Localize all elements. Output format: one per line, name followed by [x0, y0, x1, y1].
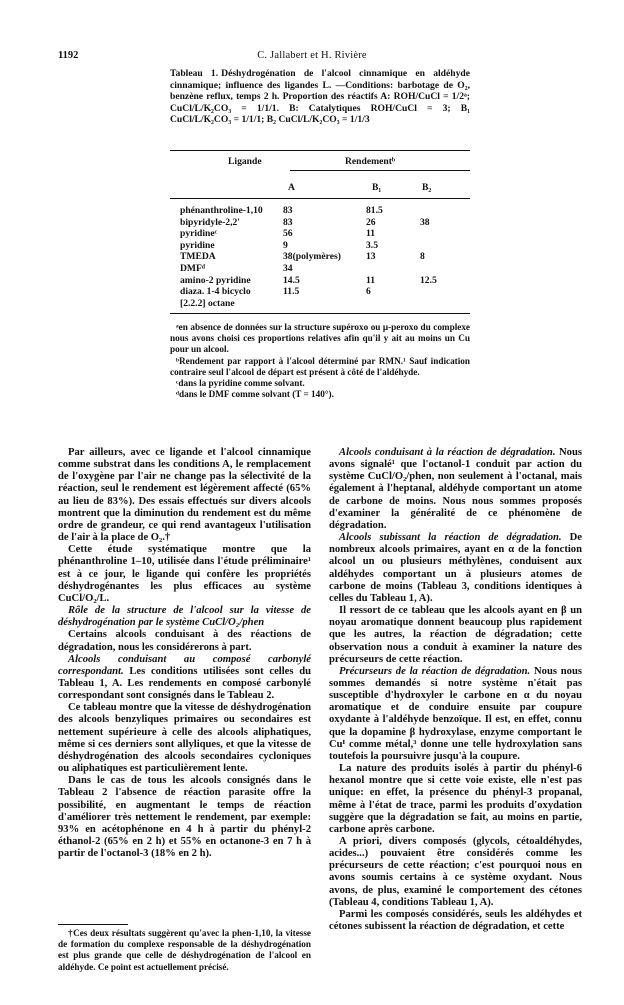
col-a: A	[288, 182, 295, 193]
table-b1-cell: 6	[366, 286, 371, 298]
body-paragraph: A priori, divers composés (glycols, cétoaldéhydes, acides...) pouvaient être considérés comme les précurseurs de cette réaction; c'est pourquoi nous en avons soumis certains à ce système oxydant. Nous avons, de plus, examiné le comportement des cétones (Tableau 4, conditions Tableau 1, A).	[329, 836, 582, 908]
body-paragraph: Il ressort de ce tableau que les alcools ayant en β un noyau aromatique donnent beaucoup plus rapidement que les autres, la réaction de dégradation; cette observation nous a conduit à examiner la nature des précurseurs de cette réaction.	[329, 605, 582, 665]
header-ligand: Ligande	[228, 156, 262, 167]
table-a-cell: 34	[283, 263, 293, 274]
body-paragraph: Certains alcools conduisant à des réactions de dégradation, nous les considérerons à part.	[58, 629, 311, 653]
body-paragraph: Parmi les composés considérés, seuls les aldéhydes et cétones subissent la réaction de dégradation, et cette	[329, 908, 582, 933]
table-ligand-cell: amino-2 pyridine	[180, 274, 251, 286]
table-ligand-cell: [2.2.2] octane	[180, 297, 235, 309]
body-paragraph: La nature des produits isolés à partir du phényl-6 hexanol montre que si cette voie existe, elle n'est pas unique: en effet, la présence du phényl-3 propanal, même à l'état de trace, parmi les produits d'oxydation suggère que la dégradation se fait, au moins en partie, carbone après carbone.	[329, 763, 582, 835]
table-b2-cell: 38	[420, 216, 430, 228]
body-paragraph: Cette étude systématique montre que la phénanthroline 1–10, utilisée dans l'étude préliminaire¹ est à ce jour, le ligande qui confère les propriétés déshydrogénantes les plus efficaces au système CuCl/O₂/L.	[58, 544, 311, 604]
page-number: 1192	[58, 50, 79, 61]
running-head: C. Jallabert et H. Rivière	[257, 50, 367, 61]
table-notes	[170, 322, 470, 400]
body-paragraph: Alcools conduisant au composé carbonylé correspondant. Les conditions utilisées sont celles du Tableau 1, A. Les rendements en composé carbonylé correspondant sont consignés dans le Tableau 2.	[58, 653, 312, 702]
left-column	[58, 447, 311, 860]
table-ligand-cell: DMFᵈ	[180, 263, 205, 274]
table-a-cell: 14.5	[283, 274, 300, 286]
paragraph-heading: Alcools subissant la réaction de dégradation.	[339, 532, 570, 544]
paragraph-heading: Précurseurs de la réaction de dégradation.	[339, 665, 534, 677]
table-b1-cell: 3.5	[366, 239, 378, 251]
paragraph-heading: Alcools conduisant au composé carbonylé correspondant.	[58, 653, 311, 677]
table-ligand-cell: phénanthroline-1,10	[180, 205, 263, 216]
body-paragraph: Précurseurs de la réaction de dégradation. Nous nous sommes demandés si notre système n'était pas susceptible d'hydroxyler le carbone en α du noyau aromatique et de conduire ensuite par coupure oxydante à l'aldéhyde benzoïque. Il est, en effet, connu que la dopamine β hydroxylase, enzyme comportant le Cuᴵ comme métal,³ donne une telle hydroxylation sans toutefois la poursuivre jusqu'à la coupure.	[329, 665, 582, 762]
body-paragraph	[58, 605, 311, 629]
header-yield: Rendementᵇ	[345, 156, 396, 167]
paragraph-heading: Alcools conduisant à la réaction de dégradation.	[339, 447, 560, 458]
table-caption-label: Tableau 1.	[170, 68, 219, 79]
right-column	[329, 447, 582, 933]
table-b1-cell: 11	[366, 228, 376, 240]
table-ligand-cell: bipyridyle-2,2'	[180, 216, 240, 228]
body-paragraph: Par ailleurs, avec ce ligande et l'alcool cinnamique comme substrat dans les conditions A, le remplacement de l'oxygène par l'air ne change pas la sélectivité de la réaction, seul le rendement est légèrement affecté (65% au lieu de 83%). Des essais effectués sur divers alcools montrent que la diminution du rendement est du même ordre de grandeur, ce qui rend avantageux l'utilisation de l'air à la place de O₂.†	[58, 447, 311, 544]
table-b2-cell: 12.5	[420, 274, 437, 286]
body-paragraph: Alcools conduisant à la réaction de dégradation. Nous avons signalé¹ que l'octanol-1 conduit par action du système CuCl/O₂/phen, non seulement à l'octanal, mais également à l'heptanal, aldéhyde comportant un atome de carbone de moins. Nous nous sommes proposés d'examiner la généralité de ce phénomène de dégradation.	[329, 447, 582, 531]
paragraph-heading: Rôle de la structure de l'alcool sur la vitesse de déshydrogénation par le système CuCl/O₂/phen	[58, 605, 311, 629]
table-a-cell: 83	[283, 205, 293, 216]
table-b1-cell: 13	[366, 251, 376, 263]
table-note: ᵇRendement par rapport à l'alcool déterminé par RMN.¹ Sauf indication contraire seul l'alcool de départ est présent à côté de l'aldéhyde.	[170, 355, 470, 377]
table-ligand-cell: diaza. 1-4 bicyclo	[180, 286, 251, 298]
table-note: ᵈdans le DMF comme solvant (T = 140°).	[176, 389, 334, 400]
footnote-rule	[58, 924, 128, 925]
table-top-rule	[170, 150, 470, 151]
table-note: ᵃen absence de données sur la structure supéroxo ou μ-peroxo du complexe nous avons choisi ces proportions relatives afin qu'il y ait au moins un Cu pour un alcool.	[170, 322, 470, 355]
table-b1-cell: 81.5	[366, 205, 383, 216]
header-bottom-rule	[170, 198, 470, 199]
table-caption-text: Déshydrogénation de l'alcool cinnamique en aldéhyde cinnamique; influence des ligandes L. —Conditions: barbotage de O₂, benzène reflux, temps 2 h. Proportion des réactifs A: ROH/CuCl = 1/2ᵃ; CuCl/L/K₂CO₃ = 1/1/1. B: Catalytiques ROH/CuCl = 3; B₁ CuCl/L/K₂CO₃ = 1/1/1; B₂ CuCl/L/K₂CO₃ = 1/1/3	[170, 68, 470, 126]
body-paragraph: Alcools subissant la réaction de dégradation. De nombreux alcools primaires, ayant en α de la fonction alcool un ou plusieurs méthylènes, conduisent aux aldéhydes comportant un à plusieurs atomes de carbone de moins (Tableau 3, conditions identiques à celles du Tableau 1, A).	[329, 532, 582, 604]
table-a-cell: 9	[283, 239, 288, 251]
table-b1-cell: 26	[366, 216, 376, 228]
table-ligand-cell: pyridine	[180, 239, 215, 251]
footnote	[58, 928, 311, 973]
footnote-text: †Ces deux résultats suggèrent qu'avec la phen-1,10, la vitesse de formation du complexe responsable de la déshydrogénation est plus grande que celle de déshydrogénation de l'alcool en aldéhyde. Ce point est actuellement précisé.	[58, 928, 311, 972]
table-a-cell: 56	[283, 228, 293, 240]
table-b1-cell: 11	[366, 274, 376, 286]
col-b1: B₁	[372, 182, 382, 193]
table-a-cell: 11.5	[283, 286, 300, 298]
table-bottom-rule	[170, 313, 470, 314]
table-a-cell: 83	[283, 216, 293, 228]
table-b2-cell: 8	[420, 251, 425, 263]
table-ligand-cell: pyridineᶜ	[180, 228, 218, 240]
table-note: ᶜdans la pyridine comme solvant.	[176, 378, 305, 389]
body-paragraph: Dans le cas de tous les alcools consignés dans le Tableau 2 l'absence de réaction parasite offre la possibilité, en augmentant le temps de réaction d'améliorer très nettement le rendement, par exemple: 93% en acétophénone en 4 h à partir du phényl-2 éthanol-2 (65% en 2 h) et 55% en octanone-3 en 7 h à partir de l'octanol-3 (18% en 2 h).	[58, 775, 311, 860]
col-b2: B₂	[422, 182, 432, 193]
body-paragraph: Ce tableau montre que la vitesse de déshydrogénation des alcools benzyliques primaires ou secondaires est nettement supérieure à celle des alcools aliphatiques, même si ces derniers sont allyliques, et que la vitesse de déshydrogénation des alcools secondaires cycloniques ou aliphatiques est particulièrement lente.	[58, 702, 311, 775]
table-ligand-cell: TMEDA	[180, 251, 216, 263]
yield-span-rule	[290, 170, 470, 171]
table-caption	[170, 68, 470, 126]
table-a-cell: 38(polymères)	[283, 251, 341, 263]
